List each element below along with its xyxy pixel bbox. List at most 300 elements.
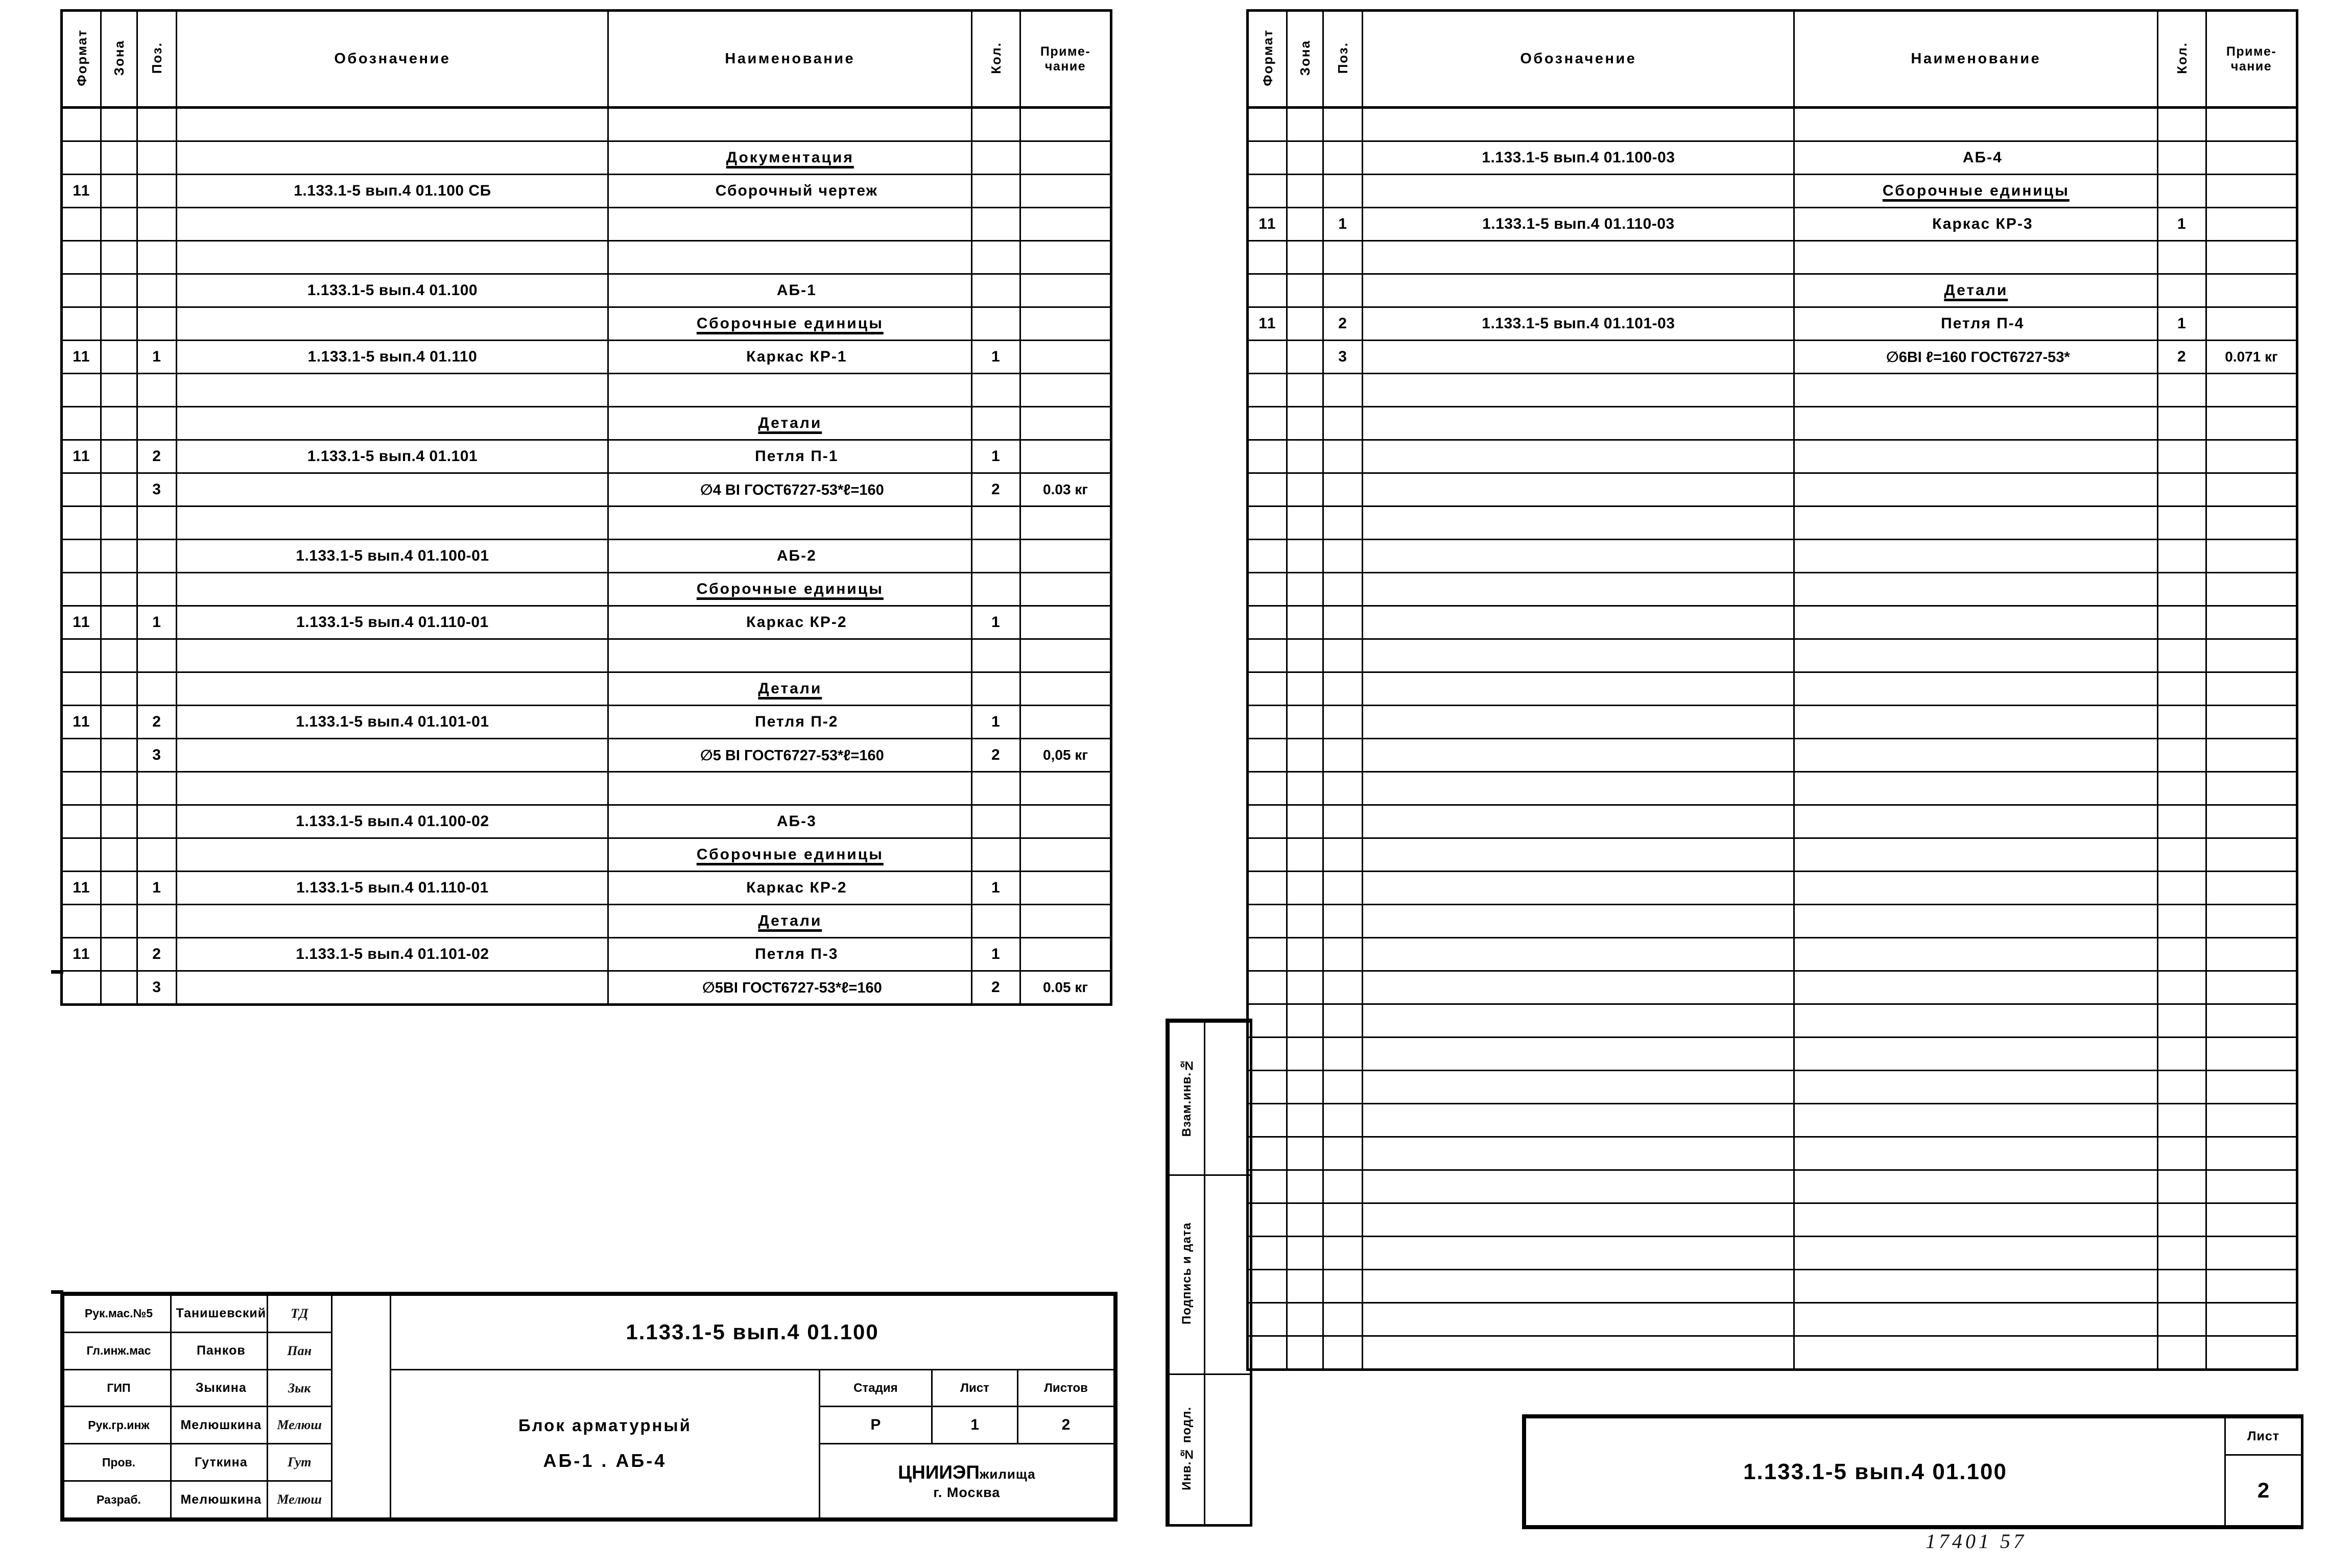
col-header-name: Наименование [1794,11,2158,108]
cell-qty-text: 2 [991,481,1001,498]
signer-role [64,1369,171,1407]
organization-suffix: жилища [979,1466,1036,1482]
cell-qty [972,208,1020,241]
cell-format [1248,573,1287,606]
signer-role-text: Рук.мас.№5 [84,1307,153,1320]
cell-zone [1287,274,1323,307]
cell-name-text: Детали [758,912,822,929]
stamp-row-top [1526,1418,2302,1455]
cell-name [608,971,972,1005]
cell-format [1248,374,1287,407]
table-row [1248,1237,2297,1270]
cell-designation-text [388,215,396,232]
cell-designation [177,208,608,241]
table-row [1248,672,2297,706]
cell-name-text [1969,1277,1983,1294]
cell-name-text [1969,979,1983,996]
cell-note [2206,108,2297,141]
cell-name-text: ∅4 ВI ГОСТ6727-53*ℓ=160 [700,481,884,498]
cell-qty [2158,1303,2206,1336]
cell-designation-text: 1.133.1-5 вып.4 01.101 [307,448,478,465]
table-row [62,241,1111,274]
cell-name-text [1969,1145,1983,1162]
cell-zone [101,341,137,374]
side-strip-blank-cell [1205,1022,1251,1175]
cell-designation [177,971,608,1005]
cell-note [2206,175,2297,208]
cell-format [1248,1270,1287,1303]
cell-name-text: Петля П-1 [755,448,839,465]
table-row [1248,739,2297,772]
cell-note [2206,1237,2297,1270]
cell-name-text [1969,780,1983,797]
cell-qty-text: 1 [991,348,1001,365]
cell-format [62,307,101,341]
cell-name-text [1969,547,1983,564]
cell-name [608,706,972,739]
cell-name-text: АБ-3 [776,813,817,830]
object-line-1: Блок арматурный [518,1415,692,1435]
signer-name [171,1481,267,1518]
cell-designation [1363,274,1794,307]
cell-name [608,540,972,573]
right-table-header [1248,11,2297,108]
cell-format [62,108,101,141]
cell-note [1020,639,1111,672]
cell-designation-text [1574,581,1582,597]
cell-designation-text [1574,1178,1582,1195]
cell-pos [1323,606,1363,639]
cell-pos [1323,407,1363,440]
cell-pos-text: 3 [152,979,162,996]
cell-zone [1287,872,1323,905]
cell-pos-text: 2 [152,713,162,730]
cell-name [1794,307,2158,341]
side-strip [1166,1019,1252,1527]
cell-designation [177,307,608,341]
side-strip-blank-cell [1205,1374,1251,1525]
cell-designation [1363,241,1794,274]
cell-qty [2158,175,2206,208]
cell-name-text [1969,481,1983,498]
cell-name [608,772,972,805]
signer-signature-text: Мелюш [277,1417,322,1433]
cell-zone [101,672,137,706]
cell-name [608,274,972,307]
cell-zone [101,208,137,241]
cell-name [1794,573,2158,606]
cell-qty [972,506,1020,540]
cell-name [608,573,972,606]
cell-format [62,672,101,706]
signer-name-text: Зыкина [195,1381,247,1395]
cell-pos [1323,706,1363,739]
signer-name [171,1369,267,1407]
cell-pos [137,407,177,440]
stamp-sheet-label-cell: Лист [2225,1418,2302,1455]
table-row [62,905,1111,938]
cell-name-text [1969,249,1983,266]
cell-format-text: 11 [73,713,90,730]
title-block-object-cell [391,1369,820,1518]
cell-pos-text: 3 [152,481,162,498]
cell-qty [2158,540,2206,573]
cell-designation [1363,639,1794,672]
stage-label-cell-text: Стадия [853,1381,898,1395]
cell-note-text: 0.05 кг [1043,979,1088,995]
cell-note [2206,440,2297,473]
cell-format [1248,175,1287,208]
cell-name-text [1969,1045,1983,1062]
table-row [62,440,1111,473]
cell-note [2206,374,2297,407]
cell-name [608,838,972,872]
cell-pos [1323,772,1363,805]
signer-signature-text: Пан [287,1343,312,1358]
cell-pos [137,108,177,141]
table-row [1248,805,2297,838]
cell-designation-text: 1.133.1-5 вып.4 01.110-01 [296,614,489,631]
cell-name-text: Документация [726,149,854,166]
cell-designation-text [1574,746,1582,763]
cell-name-text [1969,879,1983,896]
cell-qty-text: 1 [991,713,1001,730]
table-row [1248,1303,2297,1336]
table-row [62,540,1111,573]
cell-pos [1323,1237,1363,1270]
cell-designation-text [388,116,396,133]
cell-designation [177,606,608,639]
cell-note [2206,606,2297,639]
cell-qty [972,374,1020,407]
cell-pos [137,872,177,905]
cell-note [1020,407,1111,440]
cell-format [62,141,101,175]
cell-designation-text [1574,846,1582,863]
cell-format [62,838,101,872]
cell-note [2206,805,2297,838]
cell-designation [1363,1336,1794,1370]
cell-name [1794,341,2158,374]
cell-name [1794,407,2158,440]
cell-pos [137,374,177,407]
cell-designation-text [1574,1244,1582,1261]
cell-zone [1287,1303,1323,1336]
cell-name [1794,1071,2158,1104]
cell-pos [137,905,177,938]
cell-designation [1363,1303,1794,1336]
cell-zone [1287,108,1323,141]
cell-name-text: ∅5 ВI ГОСТ6727-53*ℓ=160 [700,747,884,764]
col-header-format: Формат [1248,11,1287,108]
cell-designation [177,706,608,739]
cell-pos [137,938,177,971]
cell-name-text [1969,1112,1983,1128]
cell-designation-text: 1.133.1-5 вып.4 01.101-02 [296,946,489,962]
signer-name [171,1407,267,1444]
cell-note [2206,1336,2297,1370]
side-strip-row [1169,1022,1251,1175]
cell-pos [1323,374,1363,407]
table-row [1248,241,2297,274]
cell-name [1794,971,2158,1004]
cell-designation [1363,805,1794,838]
cell-zone [1287,1137,1323,1170]
cell-pos [1323,241,1363,274]
cell-name [1794,1038,2158,1071]
cell-format-text: 11 [73,182,90,199]
col-header-designation: Обозначение [177,11,608,108]
cell-note [2206,1104,2297,1137]
cell-pos [1323,872,1363,905]
cell-format [1248,241,1287,274]
cell-name-text [1969,946,1983,962]
cell-format [1248,739,1287,772]
cell-qty-text: 1 [991,614,1001,631]
cell-zone [101,108,137,141]
margin-tick-top [51,970,63,974]
table-row [1248,274,2297,307]
cell-name-text: Детали [758,415,822,431]
cell-note [1020,706,1111,739]
cell-qty [2158,374,2206,407]
cell-format [1248,1303,1287,1336]
cell-name [608,241,972,274]
cell-designation [1363,374,1794,407]
cell-name [1794,606,2158,639]
bottom-stamp-table [1525,1417,2302,1527]
table-row [62,506,1111,540]
cell-designation [1363,606,1794,639]
cell-name-text: Петля П-2 [755,713,839,730]
table-row [1248,540,2297,573]
cell-note [1020,872,1111,905]
cell-name-text: ∅6ВI ℓ=160 ГОСТ6727-53* [1886,349,2070,366]
signer-signature-text: Зык [288,1380,311,1395]
cell-qty [972,108,1020,141]
cell-designation-text: 1.133.1-5 вып.4 01.100-01 [296,547,489,564]
cell-designation [1363,1071,1794,1104]
cell-note [1020,175,1111,208]
table-row [62,838,1111,872]
signer-role [64,1295,171,1333]
cell-designation-text [1574,813,1582,830]
table-row [1248,905,2297,938]
cell-note [2206,838,2297,872]
signer-signature [267,1481,331,1518]
cell-designation-text [388,979,396,996]
cell-note [1020,274,1111,307]
cell-qty [972,407,1020,440]
cell-designation-text [1574,780,1582,797]
cell-qty [972,905,1020,938]
cell-pos [1323,938,1363,971]
cell-name-text: Петля П-4 [1941,315,2025,332]
cell-qty [2158,440,2206,473]
cell-qty [972,706,1020,739]
cell-zone [1287,573,1323,606]
cell-designation-text [1574,415,1582,431]
cell-format [1248,606,1287,639]
cell-zone [101,175,137,208]
cell-name-text: Каркас КР-2 [746,879,847,896]
cell-name-text: Детали [1944,282,2008,299]
cell-qty [2158,1071,2206,1104]
left-table-header [62,11,1111,108]
cell-name [608,473,972,506]
cell-name-text [1969,614,1983,631]
cell-designation-text: 1.133.1-5 вып.4 01.100 [307,282,478,299]
cell-zone [101,838,137,872]
cell-name-text: Каркас КР-1 [746,348,847,365]
stamp-sheet-value-cell: 2 [2225,1455,2302,1526]
cell-name [1794,938,2158,971]
cell-designation-text: 1.133.1-5 вып.4 01.110 [307,348,478,365]
cell-designation [1363,407,1794,440]
cell-pos [1323,141,1363,175]
signer-name [171,1332,267,1369]
organization-name-row [820,1461,1113,1484]
cell-note-text: 0.071 кг [2225,349,2278,365]
cell-qty [972,341,1020,374]
cell-designation-text [388,846,396,863]
cell-zone [1287,540,1323,573]
cell-name [1794,374,2158,407]
cell-name-text: Сборочные единицы [696,315,884,332]
table-row [62,971,1111,1005]
cell-format [1248,1137,1287,1170]
cell-format [1248,905,1287,938]
cell-note [2206,141,2297,175]
cell-designation-text [1574,1277,1582,1294]
cell-designation-text [388,647,396,664]
cell-name [1794,739,2158,772]
cell-name [1794,175,2158,208]
cell-pos [137,141,177,175]
cell-designation-text [1574,514,1582,531]
cell-designation [1363,838,1794,872]
cell-zone [101,374,137,407]
pencil-archive-mark: 17401 57 [1926,1530,2027,1553]
cell-name-text: Сборочные единицы [1882,182,2070,199]
cell-name [608,108,972,141]
cell-name [1794,1237,2158,1270]
cell-format [62,241,101,274]
cell-qty [2158,1203,2206,1237]
side-strip-label-cell [1169,1175,1205,1374]
cell-zone [1287,606,1323,639]
cell-qty [2158,407,2206,440]
cell-qty-text: 1 [991,946,1001,962]
cell-name-text: АБ-2 [776,547,817,564]
cell-name [1794,1004,2158,1038]
cell-zone [101,872,137,905]
cell-qty [2158,938,2206,971]
cell-designation [1363,341,1794,374]
cell-name-text [1969,1078,1983,1095]
cell-note [2206,971,2297,1004]
cell-designation [177,506,608,540]
cell-name [1794,440,2158,473]
cell-zone [1287,1170,1323,1203]
table-row [1248,706,2297,739]
cell-zone [101,706,137,739]
cell-name-text [1969,813,1983,830]
cell-zone [1287,407,1323,440]
cell-name-text: АБ-4 [1962,149,2003,166]
cell-designation-text [1574,481,1582,498]
cell-name-text: Петля П-3 [755,946,839,962]
cell-qty [972,938,1020,971]
cell-format-text: 11 [73,448,90,465]
cell-format-text: 11 [73,879,90,896]
cell-name [1794,905,2158,938]
cell-designation-text: 1.133.1-5 вып.4 01.110-03 [1482,215,1675,232]
signer-role [64,1481,171,1518]
cell-note [1020,672,1111,706]
cell-zone [1287,1336,1323,1370]
cell-zone [1287,938,1323,971]
cell-designation-text [1574,448,1582,465]
cell-pos [1323,672,1363,706]
cell-pos [1323,1170,1363,1203]
cell-designation-text [388,415,396,431]
signer-name-text: Мелюшкина [180,1492,262,1507]
table-row [62,805,1111,838]
cell-pos [1323,473,1363,506]
cell-zone [101,274,137,307]
cell-pos [137,540,177,573]
cell-designation [1363,440,1794,473]
cell-pos [1323,805,1363,838]
cell-qty [972,805,1020,838]
cell-designation-text [388,149,396,166]
table-row [1248,1004,2297,1038]
cell-designation [177,872,608,905]
cell-designation [177,772,608,805]
table-row [1248,1071,2297,1104]
cell-name [1794,274,2158,307]
cell-name [608,606,972,639]
cell-designation-text [1574,680,1582,697]
cell-pos [1323,1203,1363,1237]
table-row [1248,307,2297,341]
cell-name [1794,1303,2158,1336]
cell-designation [1363,307,1794,341]
cell-name [1794,473,2158,506]
cell-designation [1363,506,1794,540]
table-row [62,307,1111,341]
cell-name [1794,506,2158,540]
cell-qty-text: 1 [2177,215,2187,232]
cell-pos [1323,573,1363,606]
header-row [1248,11,2297,108]
cell-qty [2158,108,2206,141]
cell-zone [101,141,137,175]
cell-designation [177,241,608,274]
cell-name [1794,1104,2158,1137]
cell-name [608,374,972,407]
cell-designation-text [1574,116,1582,133]
signer-name-text: Панков [196,1343,246,1358]
cell-note [2206,1137,2297,1170]
cell-zone [101,805,137,838]
cell-zone [1287,706,1323,739]
cell-format [1248,108,1287,141]
cell-format [62,573,101,606]
cell-qty [972,838,1020,872]
cell-name [1794,772,2158,805]
